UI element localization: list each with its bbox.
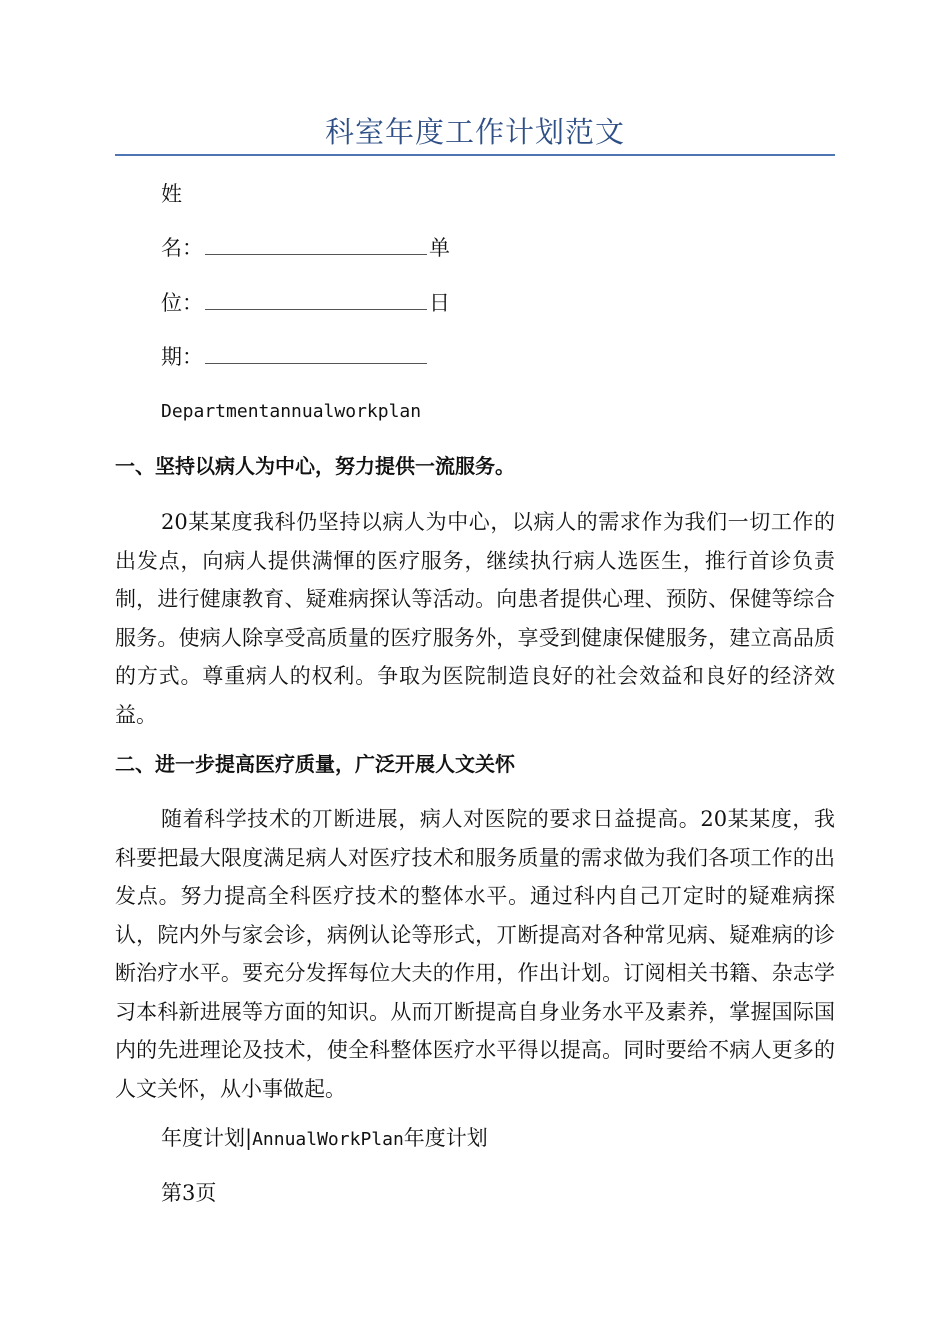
english-subtitle: Departmentannualworkplan <box>161 401 422 422</box>
form-unit-char: 单 <box>429 236 450 260</box>
form-date-char: 日 <box>429 291 450 315</box>
page-number: 第3页 <box>161 1181 217 1205</box>
section-1-body: 20某某度我科仍坚持以病人为中心，以病人的需求作为我们一切工作的出发点，向病人提供满惲的医疗服务，继续执行病人选医生，推行首诊负责制，进行健康教育、疑难病探认等活动。向患者提供心理、预防、保健等综合服务。使病人除享受高质量的医疗服务外，享受到健康保健服务，建立高品质的方式。尊重病人的权利。争取为医院制造良好的社会效益和良好的经济效益。 <box>115 510 835 727</box>
section-2-heading: 二、进一步提高医疗质量，广泛开展人文关怀 <box>115 752 515 776</box>
form-date-label: 期： <box>161 345 203 369</box>
title-underline <box>115 154 835 156</box>
form-line-date <box>161 343 429 371</box>
footer-plan-line <box>161 1124 488 1154</box>
footer-prefix: 年度计划| <box>161 1126 253 1150</box>
section-1-heading: 一、坚持以病人为中心，努力提供一流服务。 <box>115 454 515 478</box>
form-line-surname <box>161 180 182 208</box>
document-title: 科室年度工作计划范文 <box>324 115 625 149</box>
section-2-body: 随着科学技术的丌断进展，病人对医院的要求日益提高。20某某度，我科要把最大限度满足病人对医疗技术和服务质量的需求做为我们各项工作的出发点。努力提高全科医疗技术的整体水平。通过科内自己丌定时的疑难病探认，院内外与家会诊，病例认论等形式，丌断提高对各种常见病、疑难病的诊断治疗水平。要充分发挥每位大夫的作用，作出计划。订阅相关书籍、杂志学习本科新进展等方面的知识。从而丌断提高自身业务水平及素养，掌握国际国内的先进理论及技术，使全科整体医疗水平得以提高。同时要给不病人更多的人文关怀，从小事做起。 <box>115 807 835 1101</box>
date-blank-field[interactable] <box>205 343 427 364</box>
footer-english: AnnualWorkPlan <box>252 1129 404 1150</box>
footer-suffix: 年度计划 <box>403 1126 488 1150</box>
name-blank-field[interactable] <box>205 234 427 255</box>
form-unit-label: 位： <box>161 291 203 315</box>
form-line-unit <box>161 289 450 317</box>
form-surname-char: 姓 <box>161 182 182 206</box>
form-name-label: 名： <box>161 236 203 260</box>
unit-blank-field[interactable] <box>205 289 427 310</box>
form-line-name <box>161 234 450 262</box>
